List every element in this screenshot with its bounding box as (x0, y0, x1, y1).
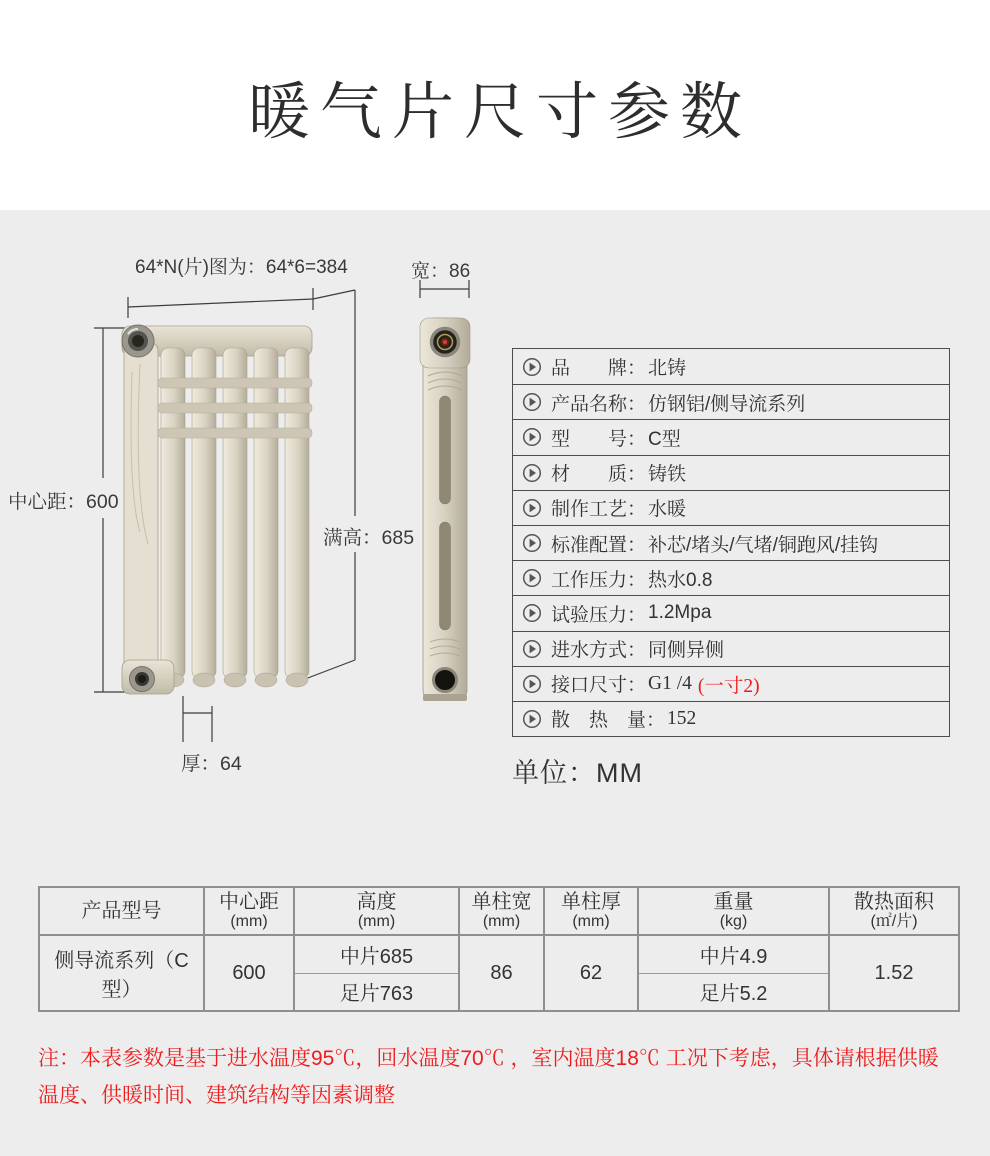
spec-label: 工作压力： (551, 569, 647, 591)
col-header-column-thickness: 单柱厚 (mm) (544, 887, 638, 935)
spec-value: 仿钢铝/侧导流系列 (648, 393, 806, 415)
annotation-full-height: 满高：685 (323, 527, 415, 549)
col-header-center-distance: 中心距 (mm) (204, 887, 294, 935)
spec-value: G1 /4 (648, 672, 692, 694)
page-title: 暖气片尺寸参数 (247, 78, 752, 147)
col-header-weight: 重量 (kg) (638, 887, 829, 935)
circle-arrow-icon (522, 674, 542, 694)
spec-row-inlet-mode (513, 631, 949, 666)
front-top-valve-icon (122, 325, 154, 357)
spec-value: 152 (667, 707, 697, 729)
spec-row-standard-config (513, 525, 949, 560)
circle-arrow-icon (522, 639, 542, 659)
unit-label: 单位：MM (512, 758, 643, 788)
spec-value: 热水0.8 (648, 569, 713, 591)
radiator-front-view (120, 302, 318, 717)
spec-value: 铸铁 (648, 464, 687, 486)
spec-row-material (513, 455, 949, 490)
spec-row-craft (513, 490, 949, 525)
size-table (38, 886, 960, 1012)
spec-row-interface-size (513, 666, 949, 701)
cell-height-mid: 中片685 (294, 935, 459, 973)
spec-value: 北铸 (648, 358, 687, 380)
circle-arrow-icon (522, 568, 542, 588)
col-header-heat-area: 散热面积 (㎡/片) (829, 887, 959, 935)
side-top-valve-icon (432, 329, 459, 356)
circle-arrow-icon (522, 709, 542, 729)
spec-value: 1.2Mpa (648, 602, 712, 624)
spec-row-product-name (513, 384, 949, 419)
circle-arrow-icon (522, 427, 542, 447)
front-bottom-valve-icon (130, 667, 155, 692)
annotation-thickness: 厚：64 (181, 753, 242, 775)
col-header-model: 产品型号 (39, 887, 204, 935)
cell-weight-foot: 足片5.2 (638, 973, 829, 1011)
size-table-header-row (39, 887, 959, 935)
cell-column-width: 86 (459, 935, 544, 1011)
annotation-side-width: 宽：86 (411, 261, 471, 282)
circle-arrow-icon (522, 357, 542, 377)
spec-row-working-pressure (513, 560, 949, 595)
circle-arrow-icon (522, 392, 542, 412)
cell-heat-area: 1.52 (829, 935, 959, 1011)
spec-label: 试验压力： (551, 604, 647, 626)
circle-arrow-icon (522, 533, 542, 553)
spec-label: 接口尺寸： (551, 675, 647, 697)
spec-row-model (513, 419, 949, 454)
circle-arrow-icon (522, 463, 542, 483)
spec-row-heat-output (513, 701, 949, 736)
spec-label: 产品名称： (551, 393, 647, 415)
col-header-height: 高度 (mm) (294, 887, 459, 935)
radiator-side-view (416, 304, 474, 709)
spec-value: 补芯/堵头/气堵/铜跑风/挂钩 (648, 534, 879, 556)
col-header-column-width: 单柱宽 (mm) (459, 887, 544, 935)
spec-label: 型 号： (551, 428, 647, 450)
spec-label: 材 质： (551, 464, 647, 486)
spec-section (0, 210, 990, 1156)
cell-height-foot: 足片763 (294, 973, 459, 1011)
spec-row-test-pressure (513, 595, 949, 630)
cell-weight-mid: 中片4.9 (638, 935, 829, 973)
spec-value-red: (一寸2) (697, 675, 760, 697)
circle-arrow-icon (522, 498, 542, 518)
note-text: 注：本表参数是基于进水温度95℃，回水温度70℃ ，室内温度18℃ 工况下考虑，具体请根据供暖温度、供暖时间、建筑结构等因素调整 (38, 1047, 939, 1107)
spec-value: 水暖 (648, 499, 687, 521)
spec-row-brand (513, 349, 949, 384)
spec-label: 制作工艺： (551, 499, 647, 521)
spec-value: 同侧异侧 (648, 640, 725, 662)
side-bottom-valve-icon (434, 669, 457, 692)
cell-column-thickness: 62 (544, 935, 638, 1011)
annotation-sections-width: 64*N(片)图为：64*6=384 (135, 257, 348, 278)
size-table-row (39, 935, 959, 973)
spec-label: 散 热 量： (551, 710, 666, 732)
spec-value: C型 (648, 428, 681, 450)
annotation-center-distance: 中心距：600 (8, 491, 119, 513)
spec-label: 品 牌： (551, 358, 647, 380)
circle-arrow-icon (522, 603, 542, 623)
spec-table (512, 348, 950, 737)
spec-label: 标准配置： (551, 534, 647, 556)
cell-center-distance: 600 (204, 935, 294, 1011)
cell-model: 侧导流系列（C型） (39, 935, 204, 1011)
spec-label: 进水方式： (551, 640, 647, 662)
